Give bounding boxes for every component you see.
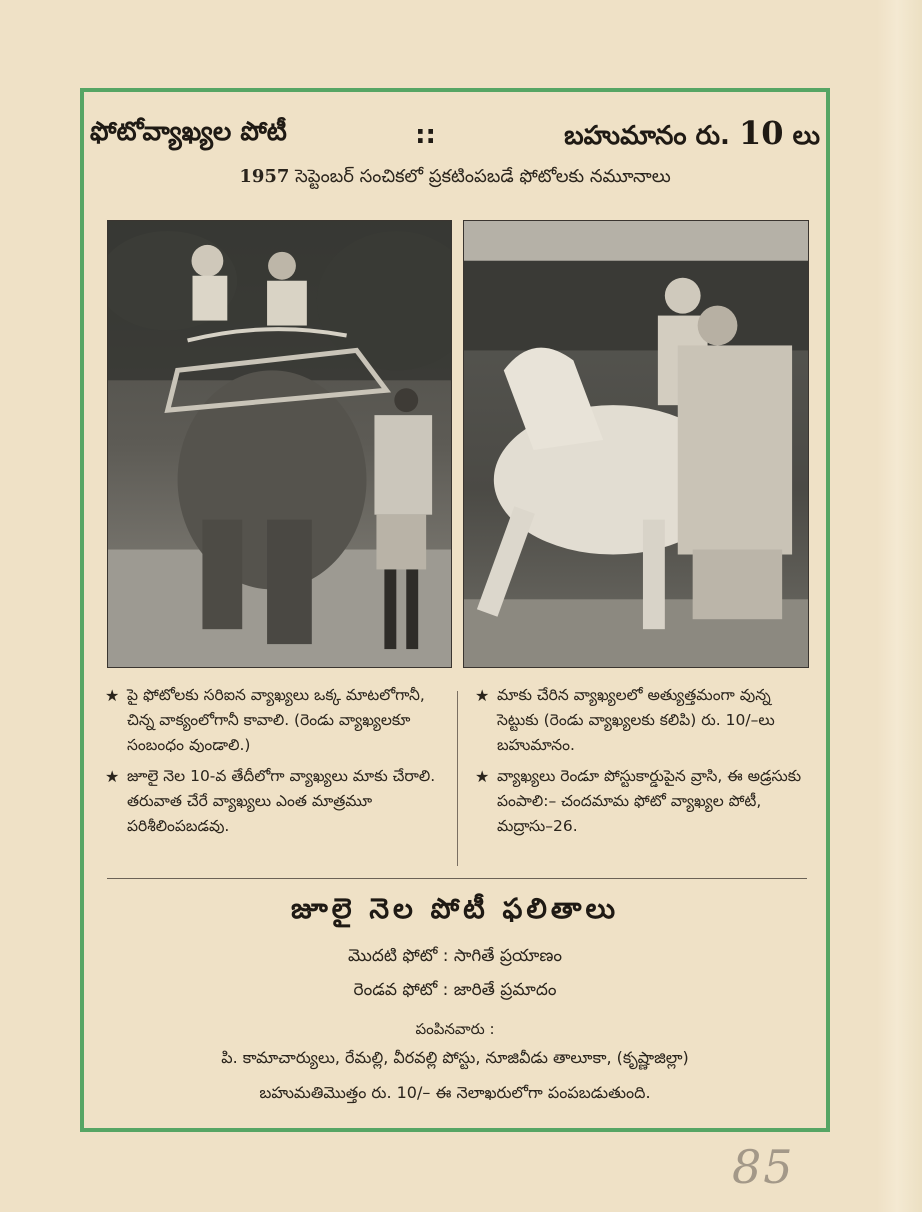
page-number: 85 xyxy=(732,1140,795,1194)
first-photo-result: మొదటి ఫోటో : సాగితే ప్రయాణం xyxy=(347,946,563,966)
sender-name: పి. కామాచార్యులు, రేమల్లి, వీరవల్లి పోస్టు, నూజివీడు తాలూకా, (కృష్ణాజిల్లా) xyxy=(221,1048,689,1067)
elephant-photo xyxy=(107,220,452,668)
second-photo-result: రెండవ ఫోటో : జారితే ప్రమాదం xyxy=(353,980,557,1000)
rule-text: జూలై నెల 10-వ తేదీలోగా వ్యాఖ్యలు మాకు చేరాలి. తరువాత చేరే వ్యాఖ్యలు ఎంత మాత్రమూ పరిశీలింపబడవు. xyxy=(127,767,436,835)
subtitle xyxy=(90,166,820,191)
rule-text: మాకు చేరిన వ్యాఖ్యలలో అత్యుత్తమంగా వున్న సెట్టుకు (రెండు వ్యాఖ్యలకు కలిపి) రు. 10/–లు బహుమానం. xyxy=(497,686,775,754)
rule-item xyxy=(105,764,450,839)
subtitle-text: సెప్టెంబర్ సంచికలో ప్రకటింపబడే ఫోటోలకు నమూనాలు xyxy=(295,166,671,187)
competition-title: ఫోటోవ్యాఖ్యల పోటీ xyxy=(90,117,287,147)
rule-item xyxy=(105,683,450,758)
prize-suffix: లు xyxy=(792,120,820,151)
star-icon: ★ xyxy=(475,686,490,705)
star-icon: ★ xyxy=(475,767,490,786)
pony-photo xyxy=(463,220,809,668)
prize-note: బహుమతిమొత్తం రు. 10/– ఈ నెలాఖరులోగా పంపబడుతుంది. xyxy=(259,1083,651,1102)
section-divider xyxy=(107,878,807,879)
star-icon: ★ xyxy=(105,767,120,786)
rules-left-column xyxy=(105,683,450,845)
star-icon: ★ xyxy=(105,686,120,705)
rule-text: వ్యాఖ్యలు రెండూ పోస్టుకార్డుపైన వ్రాసి, ఈ అడ్రసుకు పంపాలి:– చందమామ ఫోటో వ్యాఖ్యల పోటీ, మద్రాసు–26. xyxy=(497,767,802,835)
subtitle-year: 1957 xyxy=(239,166,290,187)
results-title: జూలై నెల పోటీ ఫలితాలు xyxy=(290,892,620,925)
rules-section xyxy=(105,683,810,881)
rules-right-column xyxy=(475,683,815,845)
prize-heading xyxy=(564,114,820,157)
page-edge xyxy=(877,0,922,1212)
column-divider xyxy=(457,691,458,866)
prize-prefix: బహుమానం రు. xyxy=(564,120,730,151)
title-separator: :: xyxy=(415,120,436,150)
sender-label: పంపినవారు : xyxy=(415,1020,495,1038)
prize-amount: 10 xyxy=(738,113,784,152)
rule-item xyxy=(475,683,815,758)
rule-text: పై ఫోటోలకు సరిఐన వ్యాఖ్యలు ఒక్క మాటలోగానీ, చిన్న వాక్యంలోగానీ కావాలి. (రెండు వ్యాఖ్యలకూ సంబంధం వుండాలి.) xyxy=(127,686,425,754)
rule-item xyxy=(475,764,815,839)
title-row xyxy=(90,112,820,158)
